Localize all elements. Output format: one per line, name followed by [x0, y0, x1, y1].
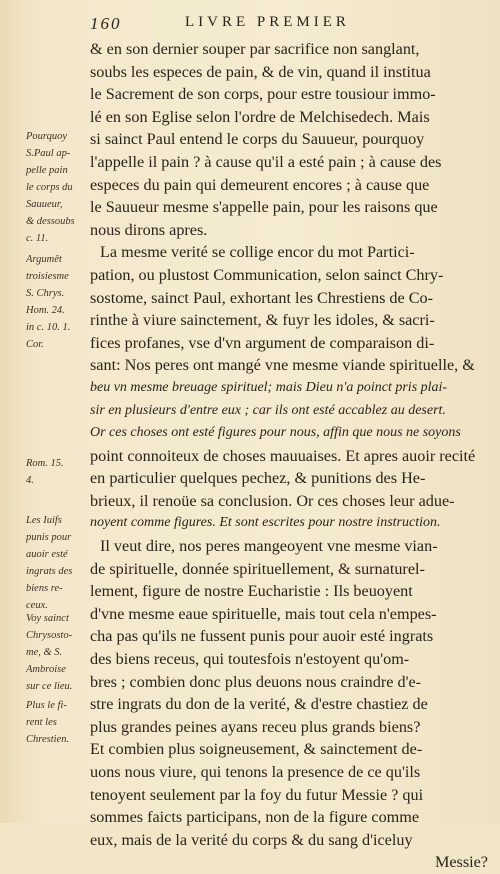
text-line: Et combien plus soigneusement, & sainctement de-: [90, 740, 423, 759]
margin-note-line: punis pour: [26, 532, 72, 543]
text-line: point connoiteux de choses mauuaises. Et apres auoir recité: [90, 446, 476, 465]
text-line: & en son dernier souper par sacrifice non sanglant,: [90, 40, 420, 58]
body-text: [90, 38, 488, 874]
text-line: rinthe à viure sainctement, & fuyr les idoles, & sacri-: [90, 311, 435, 330]
margin-note-line: me, & S.: [26, 647, 63, 658]
text-line: uons nous viure, qui tenons la presence de ce qu'ils: [90, 763, 421, 781]
margin-note-line: Les Iuifs: [26, 515, 62, 526]
margin-note: [26, 512, 90, 614]
text-line: plus grandes peines ayans receu plus grands biens?: [90, 717, 421, 736]
quote-line: sir en plusieurs d'entre eux ; car ils ont esté accablez au desert.: [90, 402, 446, 418]
quote-line: Or ces choses ont esté figures pour nous, affin que nous ne soyons: [90, 425, 461, 441]
text-line: en particulier quelques pechez, & punitions des He-: [90, 469, 426, 488]
margin-note-line: troisiesme: [26, 271, 69, 282]
margin-note-line: S.Paul ap-: [26, 148, 71, 159]
margin-note: [26, 697, 90, 748]
margin-note-line: auoir esté: [26, 549, 68, 560]
margin-note-line: c. 11.: [26, 233, 49, 244]
text-line: tenoyent seulement par la foy du futur Messie ? qui: [90, 785, 424, 804]
margin-note-line: 4.: [26, 475, 34, 486]
text-line: eux, mais de la verité du corps & du sang d'iceluy: [90, 830, 413, 849]
margin-note-line: Sauueur,: [26, 199, 63, 210]
margin-note-line: Chrestien.: [26, 734, 70, 745]
margin-note-line: rent les: [26, 717, 57, 728]
margin-note: [26, 610, 90, 695]
text-line: le Sauueur mesme s'appelle pain, pour les raisons que: [90, 198, 438, 217]
text-line: bres ; combien donc plus deuons nous craindre d'e-: [90, 672, 422, 691]
text-line: de spirituelle, donnée spirituellement, & surnaturel-: [90, 559, 425, 578]
text-line: nous dirons apres.: [90, 220, 208, 239]
text-line: le Sacrement de son corps, pour estre tousiour immo-: [90, 85, 436, 104]
margin-note-line: in c. 10. 1.: [26, 322, 71, 333]
text-line: cha pas qu'ils ne fussent punis pour auoir esté ingrats: [90, 627, 434, 646]
margin-note-line: pelle pain: [26, 165, 68, 176]
text-line: lement, figure de nostre Eucharistie : Ils beuoyent: [90, 582, 413, 601]
margin-note-line: & dessoubs: [26, 216, 75, 227]
margin-note-line: Voy sainct: [26, 613, 69, 624]
text-line: especes du pain qui demeurent encores ; à cause que: [90, 175, 430, 194]
margin-note-line: ceux.: [26, 600, 48, 611]
text-line: sostome, sainct Paul, exhortant les Chrestiens de Co-: [90, 288, 434, 307]
text-line: fices profanes, vse d'vn argument de comparaison di-: [90, 333, 435, 352]
text-line: stre ingrats du don de la verité, & d'estre chastiez de: [90, 695, 428, 714]
margin-note-line: Rom. 15.: [26, 458, 64, 469]
quote-line: noyent comme figures. Et sont escrites pour nostre instruction.: [90, 515, 441, 531]
text-line: La mesme verité se collige encor du mot Partici-: [100, 243, 415, 262]
running-header: [90, 14, 486, 34]
margin-note-line: Chrysosto-: [26, 630, 73, 641]
text-line: des biens receus, qui toutesfois n'estoyent qu'om-: [90, 650, 410, 669]
text-line: brieux, il renoüe sa conclusion. Or ces choses leur adue-: [90, 491, 455, 510]
text-line: si sainct Paul entend le corps du Sauueur, pourquoy: [90, 130, 425, 149]
text-line: Il veut dire, nos peres mangeoyent vne mesme vian-: [100, 537, 438, 556]
text-line: Messie?: [434, 853, 488, 872]
text-line: pation, ou plustost Communication, selon sainct Chry-: [90, 265, 444, 284]
text-line: lé en son Eglise selon l'ordre de Melchisedech. Mais: [90, 107, 430, 126]
margin-note-line: ingrats des: [26, 566, 73, 577]
margin-note-line: sur ce lieu.: [26, 681, 73, 692]
margin-note-line: Cor.: [26, 339, 44, 350]
margin-note: [26, 128, 90, 247]
margin-note-line: biens re-: [26, 583, 63, 594]
margin-note-line: Argumēt: [26, 254, 62, 265]
text-line: soubs les especes de pain, & de vin, quand il institua: [90, 62, 431, 81]
margin-note-line: Plus le fi-: [26, 700, 67, 711]
quote-line: beu vn mesme breuage spirituel; mais Dieu n'a poinct pris plai-: [90, 379, 448, 395]
margin-note-line: Pourquoy: [26, 131, 68, 142]
text-line: l'appelle il pain ? à cause qu'il a esté pain ; à cause des: [90, 152, 442, 171]
running-title: LIVRE PREMIER: [185, 14, 350, 30]
margin-note: [26, 455, 90, 489]
page-number: 160: [90, 14, 122, 33]
text-line: sommes faicts participans, non de la figure comme: [90, 808, 420, 827]
text-line: d'vne mesme eaue spirituelle, mais tout cela n'empes-: [90, 604, 437, 623]
text-line: sant: Nos peres ont mangé vne mesme viande spirituelle, &: [90, 356, 475, 375]
margin-note-line: le corps du: [26, 182, 73, 193]
margin-note: [26, 251, 90, 353]
margin-note-line: Ambroise: [26, 664, 66, 675]
margin-note-line: S. Chrys.: [26, 288, 65, 299]
margin-note-line: Hom. 24.: [26, 305, 65, 316]
